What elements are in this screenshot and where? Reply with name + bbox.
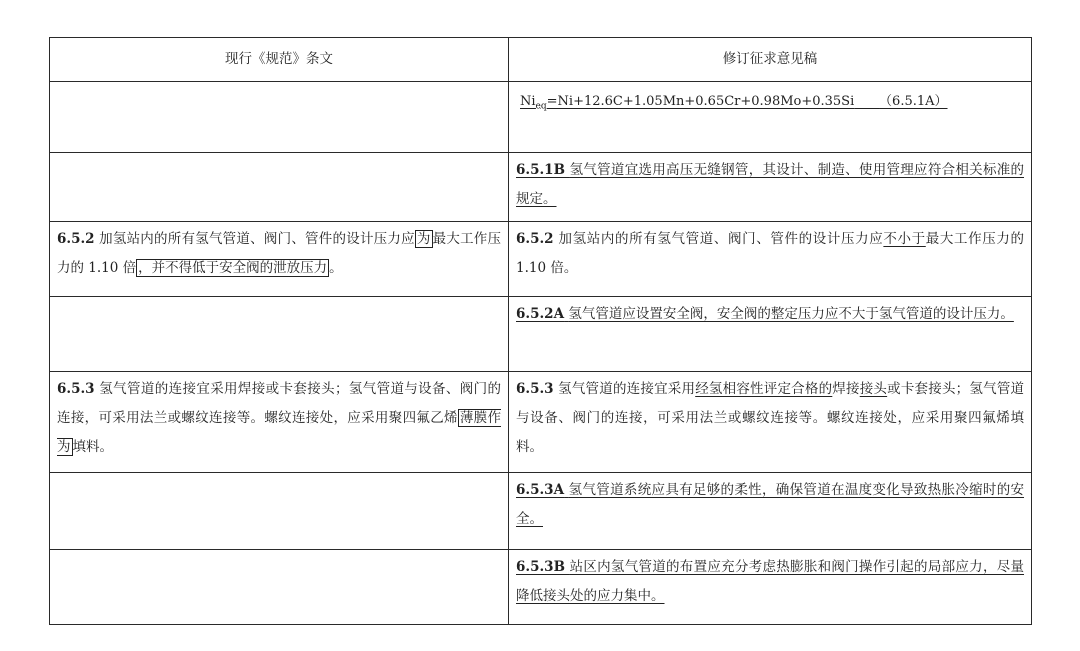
table-row (50, 473, 1032, 550)
table-row (50, 82, 1032, 153)
current-cell: 6.5.3 氢气管道的连接宜采用焊接或卡套接头；氢气管道与设备、阀门的连接，可采用法兰或螺纹连接等。螺纹连接处，应采用聚四氟乙烯 薄膜作为 填料。 (50, 372, 509, 473)
revision-cell: 6.5.3 氢气管道的连接宜采用经氢相容性评定合格的焊接接头或卡套接头；氢气管道与设备、阀门的连接，可采用法兰或螺纹连接等。螺纹连接处，应采用聚四氟烯填料。 (509, 372, 1032, 473)
revision-cell-formula (509, 82, 1032, 153)
header-current-clause: 现行《规范》条文 (50, 38, 509, 82)
revision-cell (509, 550, 1032, 625)
revision-cell (509, 473, 1032, 550)
changed-text: 不小于 (883, 231, 926, 247)
current-cell-empty (50, 473, 509, 550)
table-row (50, 550, 1032, 625)
clause-number: 6.5.2A (516, 306, 565, 322)
clause-text: 站区内氢气管道的布置应充分考虑热膨胀和阀门操作引起的局部应力，尽量降低接头处的应力集中。 (516, 559, 1025, 604)
table-row (50, 297, 1032, 372)
clause-number: 6.5.2 (516, 231, 554, 247)
clause-text: 氢气管道宜选用高压无缝钢管，其设计、制造、使用管理应符合相关标准的规定。 (516, 162, 1025, 207)
clause-text: 氢气管道系统应具有足够的柔性，确保管道在温度变化导致热胀冷缩时的安全。 (516, 482, 1025, 527)
clause-number: 6.5.3A (516, 482, 565, 498)
revision-cell: 6.5.2 加氢站内的所有氢气管道、阀门、管件的设计压力应不小于最大工作压力的 1.10 倍。 (509, 222, 1032, 297)
clause-number: 6.5.1B (516, 162, 565, 178)
table-row (50, 153, 1032, 222)
marked-text: ，并不得低于安全阀的泄放压力 (138, 260, 328, 276)
marked-text: 薄膜作为 (57, 410, 502, 455)
table-header-row (50, 38, 1032, 82)
clause-number: 6.5.3 (57, 381, 95, 397)
clause-number: 6.5.2 (57, 231, 95, 247)
current-cell-empty (50, 153, 509, 222)
marked-text: 为 (416, 231, 431, 247)
revision-cell (509, 153, 1032, 222)
clause-number: 6.5.3B (516, 559, 565, 575)
comparison-table (49, 37, 1032, 625)
current-cell: 6.5.2 加氢站内的所有氢气管道、阀门、管件的设计压力应 为 最大工作压力的 1.10 倍 ，并不得低于安全阀的泄放压力 。 (50, 222, 509, 297)
current-cell-empty (50, 82, 509, 153)
header-revision-draft: 修订征求意见稿 (509, 38, 1032, 82)
current-cell-empty (50, 550, 509, 625)
changed-text: 接头 (859, 381, 888, 397)
table-row (50, 222, 1032, 297)
revision-cell (509, 297, 1032, 372)
nieq-formula: $Ni_{eq}=Ni+12.6C+1.05Mn+0.65Cr+0.98Mo+0.35Si$ （6.5.1A） (520, 94, 948, 112)
changed-text: 经氢相容性评定合格的 (695, 381, 833, 397)
table-row (50, 372, 1032, 473)
clause-number: 6.5.3 (516, 381, 554, 397)
formula-number: （6.5.1A） (879, 94, 948, 109)
clause-text: 氢气管道应设置安全阀，安全阀的整定压力应不大于氢气管道的设计压力。 (568, 306, 1014, 322)
current-cell-empty (50, 297, 509, 372)
